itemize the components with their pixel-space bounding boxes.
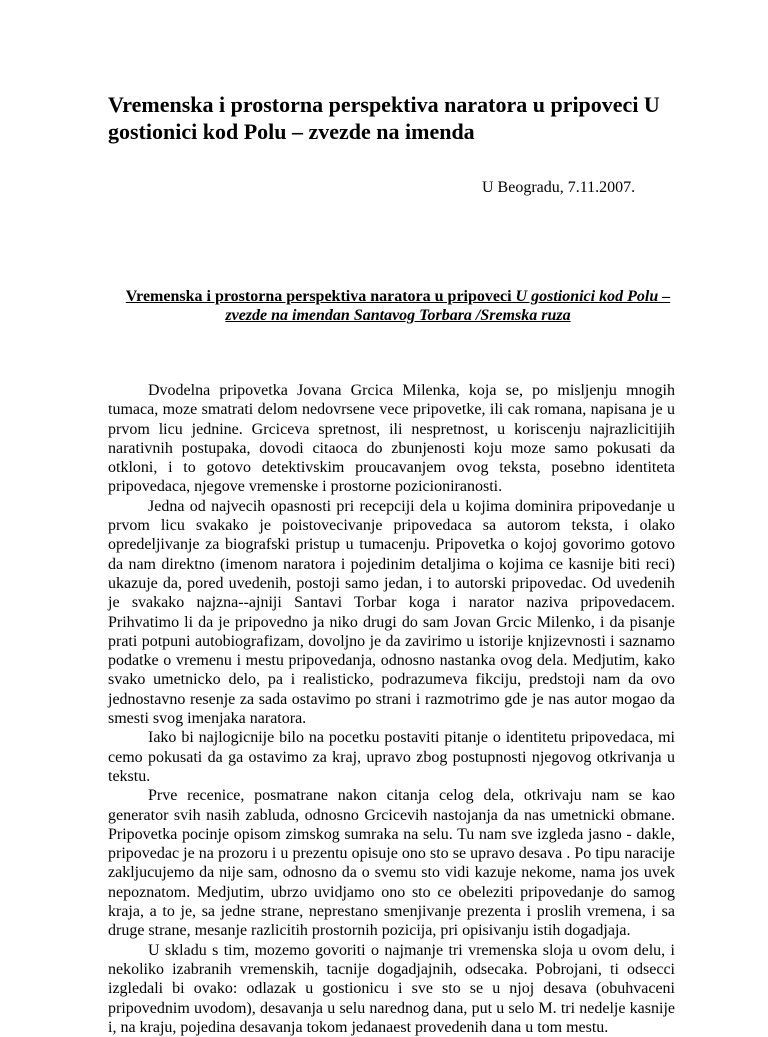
body-text — [108, 381, 675, 1037]
paragraph: Prve recenice, posmatrane nakon citanja celog dela, otkrivaju nam se kao generator svih nasih zabluda, odnosno Grcicevih nastojanja da nas umetnicki obmane. Pripovetka pocinje opisom zimskog sumraka na selu. Tu nam sve izgleda jasno - dakle, pripovedac je na prozoru i u prezentu opisuje ono sto se upravo desava . Po tipu naracije zakljucujemo da nije sam, odnosno da o svemu sto vidi kazuje nekome, nama jos uvek nepoznatom. Medjutim, ubrzo uvidjamo ono sto ce obeleziti pripovedanje do samog kraja, a to je, sa jedne strane, neprestano smenjivanje prezenta i proslih vremena, i sa druge strane, mesanje razlicitih prostornih pozicija, pri opisivanju istih dogadjaja. — [108, 787, 675, 940]
paragraph: Dvodelna pripovetka Jovana Grcica Milenka, koja se, po misljenju mnogih tumaca, moze smatrati delom nedovrsene vece pripovetke, ili cak romana, napisana je u prvom licu jednine. Grciceva spretnost, ili nespretnost, u koriscenju najrazlicitijih narativnih postupaka, dovodi citaoca do zbunjenosti koju moze samo pokusati da otkloni, i to gotovo detektivskim proucavanjem ovog teksta, posebno identiteta pripovedaca, njegove vremenske i prostorne pozicioniranosti. — [108, 382, 675, 496]
paragraph: Iako bi najlogicnije bilo na pocetku postaviti pitanje o identitetu pripovedaca, mi cemo pokusati da ga ostavimo za kraj, upravo zbog postupnosti njegovog otkrivanja u tekstu. — [108, 729, 675, 785]
subtitle-plain-text: Vremenska i prostorna perspektiva naratora u pripoveci — [125, 288, 516, 305]
paragraph: Jedna od najvecih opasnosti pri recepciji dela u kojima dominira pripovedanje u prvom licu svakako je poistovecivanje pripovedaca sa autorom teksta, i olako opredeljivanje za biografski pristup u tumacenju. Pripovetka o kojoj govorimo gotovo da nam direktno (imenom naratora i pojedinim detaljima o kojima ce kasnije biti reci) ukazuje da, pored uvedenih, postoji samo jedan, i to autorski pripovedac. Od uvedenih je svakako najzna--ajniji Santavi Torbar koga i narator naziva pripovedacem. Prihvatimo li da je pripovedno ja niko drugi do sam Jovan Grcic Milenko, i da pisanje prati potpuni autobiografizam, dovoljno je da zavirimo u istorije knjizevnosti i saznamo podatke o vremenu i mestu pripovedanja, odnosno nastanka ovog dela. Medjutim, kako svako umetnicko delo, pa i realisticko, podrazumeva fikciju, predstoji nam da ovo jednostavno resenje za sada ostavimo po strani i razmotrimo gde je nas autor mogao da smesti svog imenjaka naratora. — [108, 497, 675, 728]
document-title: Vremenska i prostorna perspektiva naratora u pripoveci U gostionici kod Polu – zvezde na imenda — [108, 92, 660, 144]
document-date: U Beogradu, 7.11.2007. — [482, 179, 636, 196]
paragraph: U skladu s tim, mozemo govoriti o najmanje tri vremenska sloja u ovom delu, i nekoliko izabranih vremenskih, tacnije dogadjajnih, odsecaka. Pobrojani, ti odsecci izgledali bi ovako: odlazak u gostionicu i sve sto se u njoj desava (obuhvaceni pripovednim uvodom), desavanja u selu narednog dana, put u selo M. tri nedelje kasnije i, na kraju, pojedina desavanja tokom jedanaest provedenih dana u tom mestu. — [108, 941, 675, 1036]
subtitle-italic-text: U gostionici kod Polu – zvezde na imendan Santavog Torbara /Sremska ruza — [225, 288, 671, 324]
document-subtitle — [108, 287, 688, 325]
